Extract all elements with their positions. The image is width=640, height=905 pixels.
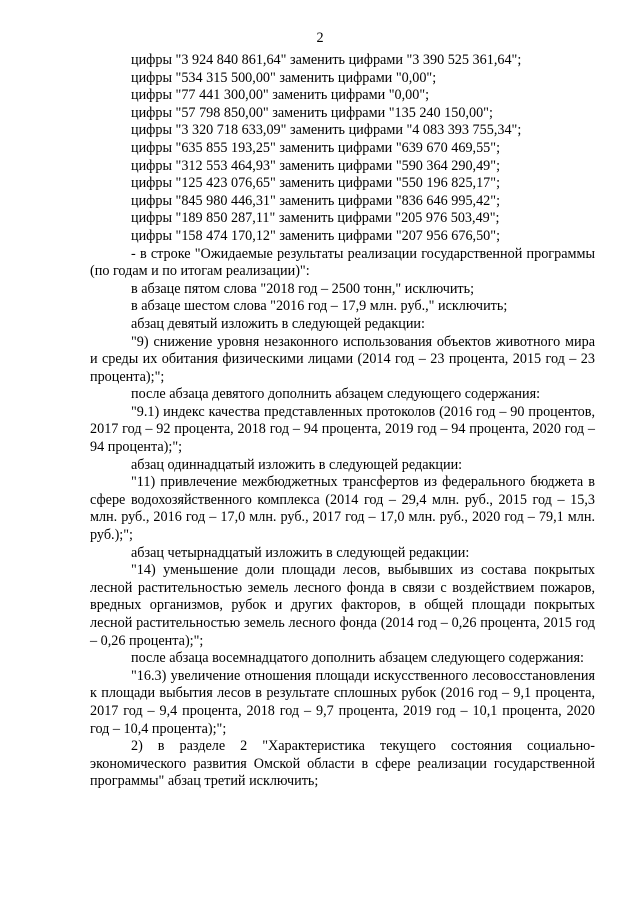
paragraph-quote-9: "9) снижение уровня незаконного использования объектов животного мира и среды их обитания физическими лицами (2014 год – 23 процента, 2015 год – 23 процента);"; [90,333,595,385]
replacement-line: цифры "3 320 718 633,09" заменить цифрами "4 083 393 755,34"; [131,122,522,139]
document-body [90,52,595,791]
paragraph-quote-11: "11) привлечение межбюджетных трансфертов из федерального бюджета в сфере водохозяйственного комплекса (2014 год – 29,4 млн. руб., 2015 год – 15,3 млн. руб., 2016 год – 17,0 млн. руб., 2017 год – 17,0 млн. руб., 2020 год – 79,1 млн. руб.);"; [90,474,595,544]
replacement-line: цифры "57 798 850,00" заменить цифрами "135 240 150,00"; [131,104,493,121]
replacement-line: цифры "312 553 464,93" заменить цифрами "590 364 290,49"; [131,157,501,174]
replacement-line: цифры "845 980 446,31" заменить цифрами "836 646 995,42"; [131,192,501,209]
replacement-line: цифры "635 855 193,25" заменить цифрами "639 670 469,55"; [131,139,501,156]
paragraph-item: после абзаца девятого дополнить абзацем следующего содержания: [131,386,541,403]
paragraph-expected-results-row: - в строке "Ожидаемые результаты реализации государственной программы (по годам и по итогам реализации)": [90,245,595,280]
paragraph-item: в абзаце пятом слова "2018 год – 2500 тонн," исключить; [131,280,475,297]
replacement-line: цифры "189 850 287,11" заменить цифрами "205 976 503,49"; [131,210,500,227]
replacement-line: цифры "158 474 170,12" заменить цифрами "207 956 676,50"; [131,227,501,244]
paragraph-quote-14: "14) уменьшение доли площади лесов, выбывших из состава покрытых лесной растительностью земель лесного фонда в связи с воздействием пожаров, вредных организмов, рубок и других факторов, в общей площади покрытых лесной растительностью земель лесного фонда (2014 год – 0,26 процента, 2015 год – 0,26 процента);"; [90,562,595,649]
paragraph-item: абзац одиннадцатый изложить в следующей редакции: [131,456,463,473]
replacement-line: цифры "77 441 300,00" заменить цифрами "0,00"; [131,87,430,104]
paragraph-quote-9-1: "9.1) индекс качества представленных протоколов (2016 год – 90 процентов, 2017 год – 92 процента, 2018 год – 94 процента, 2019 год – 94 процента, 2020 год – 94 процента);"; [90,403,595,456]
replacement-line: цифры "3 924 840 861,64" заменить цифрами "3 390 525 361,64"; [131,52,522,68]
paragraph-item: после абзаца восемнадцатого дополнить абзацем следующего содержания: [131,650,584,667]
page-number: 2 [316,30,324,46]
paragraph-section-2: 2) в разделе 2 "Характеристика текущего состояния социально-экономического развития Омской области в сфере реализации государственной программы" абзац третий исключить; [90,738,595,790]
replacement-line: цифры "125 423 076,65" заменить цифрами "550 196 825,17"; [131,175,501,192]
paragraph-item: в абзаце шестом слова "2016 год – 17,9 млн. руб.," исключить; [131,298,508,315]
paragraph-item: абзац четырнадцатый изложить в следующей редакции: [131,544,470,561]
replacement-line: цифры "534 315 500,00" заменить цифрами "0,00"; [131,69,437,86]
paragraph-quote-16-3: "16.3) увеличение отношения площади искусственного лесовосстановления к площади выбытия лесов в результате сплошных рубок (2016 год – 9,1 процента, 2017 год – 9,4 процента, 2018 год – 9,7 процента, 2019 год – 10,1 процента, 2020 год – 10,4 процента);"; [90,667,595,737]
paragraph-item: абзац девятый изложить в следующей редакции: [131,315,425,332]
